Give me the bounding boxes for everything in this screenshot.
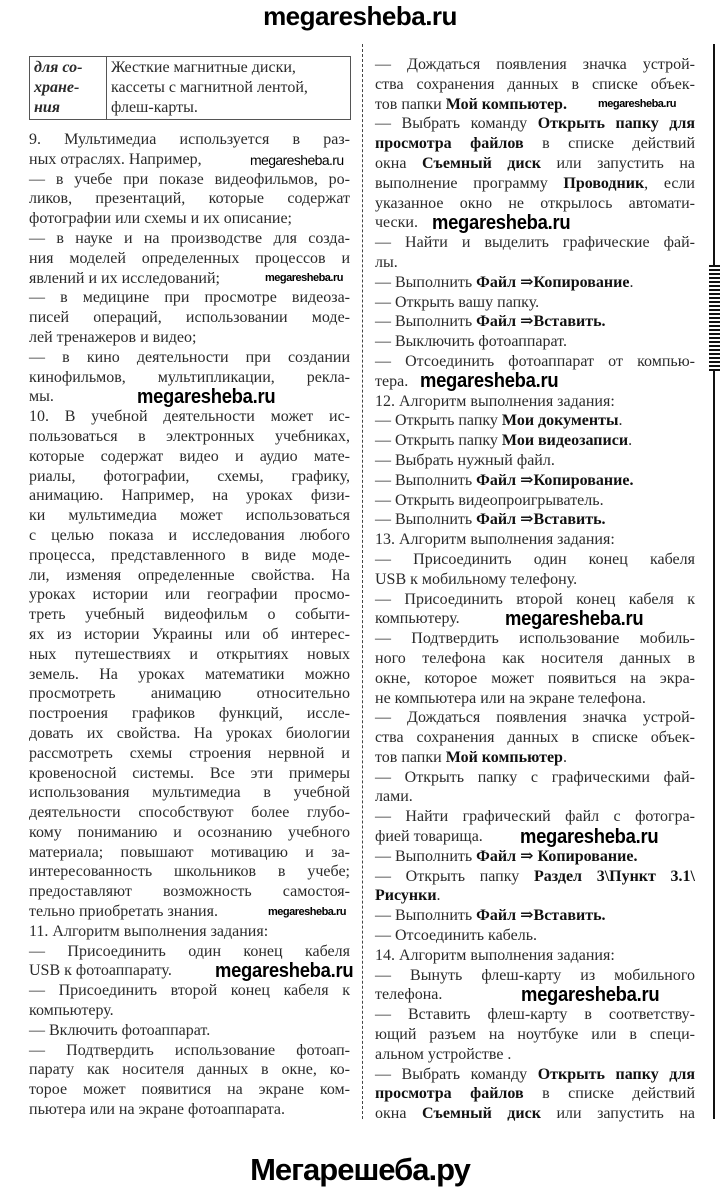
text-line xyxy=(375,510,695,530)
text-line xyxy=(375,570,695,590)
text-segment: 13. Алгоритм выполнения задания: xyxy=(375,531,615,549)
text-segment: — Выполнить xyxy=(375,511,477,529)
text-segment: 14. Алгоритм выполнения задания: xyxy=(375,946,615,964)
text-segment: — Выбрать команду xyxy=(375,115,538,133)
text-segment: , если xyxy=(644,174,695,192)
text-segment: предоставляют возможность самостоя- xyxy=(29,883,350,901)
text-segment: компьютеру. xyxy=(29,1002,114,1020)
text-segment: — Найти и выделить графические фай- xyxy=(375,234,695,252)
text-segment: тельно приобретать знания. xyxy=(29,903,218,921)
bold-term: Мой компьютер. xyxy=(445,95,567,113)
text-segment: треть учебный видеофильм о событи- xyxy=(29,606,350,624)
text-line xyxy=(29,862,350,882)
text-line xyxy=(375,194,695,214)
bold-term: Файл ⇒Вставить. xyxy=(476,511,606,529)
text-segment: риалы, фотографии, схемы, графику, xyxy=(29,467,350,485)
text-segment: — Открыть папку xyxy=(375,432,502,450)
text-segment: построения графиков функций, иссле- xyxy=(29,705,350,723)
text-line xyxy=(29,170,350,190)
text-line xyxy=(375,768,695,788)
bold-term: Файл ⇒Копирование xyxy=(476,273,630,291)
text-line xyxy=(375,75,695,95)
text-segment: деятельности способствуют более глубо- xyxy=(29,804,350,822)
text-line xyxy=(29,823,350,843)
text-line xyxy=(29,764,350,784)
bold-term: Файл ⇒Вставить. xyxy=(476,907,606,925)
text-line xyxy=(375,530,695,550)
text-segment: 9. Мультимедиа используется в раз- xyxy=(29,131,350,148)
text-segment: кому пониманию и осознанию учебного xyxy=(29,823,350,841)
bold-term: просмотра файлов xyxy=(375,135,524,153)
text-segment: кровеносной системы. Все эти примеры xyxy=(29,764,350,782)
text-line xyxy=(29,1100,350,1120)
text-line xyxy=(29,506,350,526)
site-footer: Мегарешеба.ру xyxy=(250,1152,470,1187)
text-line xyxy=(375,293,695,313)
text-segment: лей тренажеров и видео; xyxy=(29,328,197,346)
text-line xyxy=(375,273,695,293)
text-segment: ных отраслях. Например, xyxy=(29,150,202,168)
watermark: megaresheba.ru xyxy=(432,212,571,234)
bold-term: Проводник xyxy=(563,174,645,192)
text-segment: окна xyxy=(375,1105,422,1123)
text-line xyxy=(29,368,350,388)
bold-term: Файл ⇒Копирование. xyxy=(476,471,634,489)
text-line xyxy=(375,649,695,669)
text-line xyxy=(29,249,350,269)
text-segment: — Отсоединить фотоаппарат от компью- xyxy=(375,352,695,370)
text-line xyxy=(29,1080,350,1100)
text-line xyxy=(375,728,695,748)
table-value-line: флеш-карты. xyxy=(111,99,198,116)
text-line xyxy=(375,1045,695,1065)
text-line xyxy=(375,590,695,610)
text-line xyxy=(29,566,350,586)
table-key-line: хране- xyxy=(34,79,80,96)
text-line xyxy=(375,1025,695,1045)
text-segment: — Выполнить xyxy=(375,313,477,331)
text-line xyxy=(375,411,695,431)
text-line xyxy=(29,407,350,427)
text-segment: уроках истории или географии просмо- xyxy=(29,586,350,604)
column-divider xyxy=(362,44,363,1119)
text-line xyxy=(29,348,350,368)
text-segment: — Выбрать нужный файл. xyxy=(375,451,555,469)
text-segment: указанное окно не открылось автомати- xyxy=(375,194,695,212)
text-segment: — Дождаться появления значка устрой- xyxy=(375,709,695,727)
text-line xyxy=(375,332,695,352)
text-line xyxy=(375,312,695,332)
text-line xyxy=(29,843,350,863)
text-segment: — Открыть видеопроигрыватель. xyxy=(375,491,604,509)
text-line xyxy=(29,1021,350,1041)
text-segment: парату как носителя данных в окне, ко- xyxy=(29,1061,350,1079)
text-line xyxy=(375,55,695,75)
bold-term: Раздел 3\Пункт 3.1\ xyxy=(533,867,695,885)
text-segment: . xyxy=(436,887,441,905)
text-segment: тера. xyxy=(375,372,409,390)
text-segment: — Включить фотоаппарат. xyxy=(29,1021,211,1039)
text-segment: лы. xyxy=(375,253,398,271)
bold-term: Мой компьютер xyxy=(445,748,563,766)
table-key-line: ния xyxy=(34,99,61,116)
watermark: megaresheba.ru xyxy=(250,152,344,168)
text-line xyxy=(375,253,695,273)
text-segment: 10. В учебной деятельности может ис- xyxy=(29,408,350,426)
text-line xyxy=(29,645,350,665)
text-segment: — Открыть папку xyxy=(375,412,502,430)
text-segment: телефона. xyxy=(375,986,443,1004)
text-line xyxy=(29,724,350,744)
text-segment: довать их свойства. На уроках биологии xyxy=(29,724,350,742)
text-line xyxy=(29,942,350,962)
text-segment: — Открыть папку xyxy=(375,867,534,885)
text-segment: USB к мобильному телефону. xyxy=(375,570,578,588)
text-line xyxy=(375,787,695,807)
text-segment: — в кино деятельности при создании xyxy=(29,348,350,366)
text-segment: — Присоединить один конец кабеля xyxy=(29,942,350,960)
text-line xyxy=(375,1104,695,1124)
text-line xyxy=(29,546,350,566)
text-line xyxy=(375,708,695,728)
text-line xyxy=(29,704,350,724)
text-line xyxy=(375,906,695,926)
text-segment: — Выполнить xyxy=(375,471,477,489)
text-segment: . xyxy=(562,748,567,766)
text-segment: — Выключить фотоаппарат. xyxy=(375,333,567,351)
text-line xyxy=(29,981,350,1001)
text-line xyxy=(375,689,695,709)
text-line xyxy=(29,189,350,209)
watermark: megaresheba.ru xyxy=(598,98,676,110)
text-line xyxy=(29,783,350,803)
text-segment: ликов, презентаций, которые содержат xyxy=(29,190,350,208)
text-segment: пьютера или на экране фотоаппарата. xyxy=(29,1101,286,1119)
table-key-line: для со- xyxy=(34,59,83,76)
text-segment: — Выбрать команду xyxy=(375,1065,538,1083)
text-segment: или запустить на xyxy=(540,154,695,172)
text-line xyxy=(375,451,695,471)
text-segment: или запустить на xyxy=(540,1105,695,1123)
text-segment: — Открыть папку с графическими фай- xyxy=(375,768,695,786)
text-line xyxy=(29,625,350,645)
text-line xyxy=(29,427,350,447)
text-segment: ства сохранения данных в списке объек- xyxy=(375,729,695,747)
text-segment: — в науке и на производстве для созда- xyxy=(29,229,350,247)
bold-term: Мои видеозаписи xyxy=(501,432,629,450)
text-segment: — в медицине при просмотре видеоза- xyxy=(29,289,350,307)
text-line xyxy=(375,471,695,491)
text-segment: . xyxy=(629,273,634,291)
text-segment: — Выполнить xyxy=(375,847,477,865)
text-line xyxy=(29,447,350,467)
storage-table xyxy=(29,56,351,120)
text-segment: рассмотреть схемы строения нервной и xyxy=(29,744,350,762)
text-line xyxy=(375,629,695,649)
text-line xyxy=(375,174,695,194)
text-segment: тов папки xyxy=(375,95,446,113)
text-segment: ющий разъем на ноутбуке или в специ- xyxy=(375,1026,695,1044)
text-line xyxy=(29,744,350,764)
text-line xyxy=(29,486,350,506)
text-segment: ли, изменяя определенные свойства. На xyxy=(29,566,350,584)
text-segment: использования мультимедиа в учебной xyxy=(29,784,350,802)
text-segment: с целью показа и исследования любого xyxy=(29,526,350,544)
text-line xyxy=(29,585,350,605)
text-line xyxy=(29,605,350,625)
text-line xyxy=(29,1041,350,1061)
text-segment: ки мультимедиа может использоваться xyxy=(29,507,350,525)
text-segment: — в учебе при показе видеофильмов, ро- xyxy=(29,170,350,188)
table-key-cell xyxy=(30,57,107,120)
text-segment: тов папки xyxy=(375,748,446,766)
text-line xyxy=(29,1001,350,1021)
text-segment: компьютеру. xyxy=(375,610,460,628)
text-line xyxy=(29,328,350,348)
watermark: megaresheba.ru xyxy=(137,386,276,408)
watermark: megaresheba.ru xyxy=(420,370,559,392)
text-segment: явлений и их исследований; xyxy=(29,269,220,287)
text-segment: процесса, представленного в виде моде- xyxy=(29,546,350,564)
text-segment: — Присоединить второй конец кабеля к xyxy=(375,590,695,608)
text-line xyxy=(375,154,695,174)
bold-term: Съемный диск xyxy=(421,154,541,172)
text-line xyxy=(375,550,695,570)
watermark: megaresheba.ru xyxy=(268,906,346,918)
text-line xyxy=(375,114,695,134)
site-header: megaresheba.ru xyxy=(263,1,457,31)
text-segment: земель. На уроках математики можно xyxy=(29,665,350,683)
text-segment: анимацию. Например, на уроках физи- xyxy=(29,487,350,505)
text-segment: окна xyxy=(375,154,422,172)
text-line xyxy=(29,526,350,546)
text-segment: USB к фотоаппарату. xyxy=(29,962,172,980)
text-segment: — Присоединить второй конец кабеля к xyxy=(29,982,350,1000)
text-segment: фотографии или схемы и их описание; xyxy=(29,210,292,228)
bold-term: Открыть папку для xyxy=(537,115,696,133)
text-line xyxy=(375,847,695,867)
bold-term: Рисунки xyxy=(375,887,437,905)
text-segment: окне, которое может появиться на экра- xyxy=(375,669,695,687)
text-line xyxy=(29,467,350,487)
text-segment: интересованность школьников в учебе; xyxy=(29,863,350,881)
text-line xyxy=(375,352,695,372)
text-segment: — Подтвердить использование мобиль- xyxy=(375,630,695,648)
bold-term: просмотра файлов xyxy=(375,1085,524,1103)
text-segment: — Открыть вашу папку. xyxy=(375,293,540,311)
bold-term: Файл ⇒ Копирование. xyxy=(476,847,638,865)
text-line xyxy=(375,748,695,768)
text-segment: 12. Алгоритм выполнения задания: xyxy=(375,392,615,410)
text-segment: альном устройстве . xyxy=(375,1045,512,1063)
text-segment: мы. xyxy=(29,388,54,406)
text-segment: фией товарища. xyxy=(375,828,483,846)
watermark: megaresheba.ru xyxy=(215,960,354,982)
page-edge xyxy=(713,44,715,1119)
watermark: megaresheba.ru xyxy=(521,984,660,1006)
bold-term: Мои документы xyxy=(501,412,619,430)
text-segment: — Выполнить xyxy=(375,907,477,925)
text-segment: — Выполнить xyxy=(375,273,477,291)
text-line xyxy=(375,966,695,986)
table-value-line: кассеты с магнитной лентой, xyxy=(111,79,308,96)
text-segment: — Подтвердить использование фотоап- xyxy=(29,1041,350,1059)
text-segment: чески. xyxy=(375,214,418,232)
text-line xyxy=(29,229,350,249)
text-segment: кинофильмов, мультипликации, рекла- xyxy=(29,368,350,386)
table-value-cell xyxy=(107,57,351,120)
text-line xyxy=(375,1084,695,1104)
bold-term: Съемный диск xyxy=(421,1105,541,1123)
text-line xyxy=(375,669,695,689)
text-line xyxy=(375,1005,695,1025)
text-segment: торое может появитися на экране ком- xyxy=(29,1081,350,1099)
text-line xyxy=(375,886,695,906)
text-segment: . xyxy=(618,412,623,430)
text-segment: просмотреть анимацию относительно xyxy=(29,685,350,703)
text-line xyxy=(29,1060,350,1080)
bold-term: Открыть папку для xyxy=(537,1065,696,1083)
text-segment: ях из истории Украины или об интерес- xyxy=(29,625,350,643)
text-segment: ства сохранения данных в списке объек- xyxy=(375,75,695,93)
text-line xyxy=(375,233,695,253)
text-segment: ного телефона как носителя данных в xyxy=(375,649,695,667)
text-segment: лами. xyxy=(375,788,413,806)
text-line xyxy=(29,665,350,685)
text-line xyxy=(375,392,695,412)
text-segment: которые содержат видео и аудио мате- xyxy=(29,447,350,465)
text-segment: выполнение программу xyxy=(375,174,564,192)
text-segment: ния моделей определенных процессов и xyxy=(29,249,350,267)
text-line xyxy=(375,807,695,827)
text-line xyxy=(29,684,350,704)
text-segment: — Присоединить один конец кабеля xyxy=(375,550,695,568)
text-segment: — Вынуть флеш-карту из мобильного xyxy=(375,966,695,984)
text-line xyxy=(375,867,695,887)
watermark: megaresheba.ru xyxy=(520,826,659,848)
text-segment: — Дождаться появления значка устрой- xyxy=(375,56,695,73)
text-line xyxy=(29,209,350,229)
text-segment: материала; повышают мотивацию и за- xyxy=(29,843,350,861)
text-line xyxy=(29,803,350,823)
text-line xyxy=(29,308,350,328)
text-segment: в списке действий xyxy=(523,1085,696,1103)
text-segment: — Найти графический файл с фотогра- xyxy=(375,808,695,826)
text-line xyxy=(375,134,695,154)
text-line xyxy=(375,946,695,966)
text-line xyxy=(375,1065,695,1085)
text-segment: ных путешествиях и открытиях новых xyxy=(29,645,350,663)
text-segment: — Отсоединить кабель. xyxy=(375,927,537,945)
text-segment: — Вставить флеш-карту в соответству- xyxy=(375,1006,695,1024)
bold-term: Файл ⇒Вставить. xyxy=(476,313,606,331)
table-value-line: Жесткие магнитные диски, xyxy=(111,59,296,76)
watermark: megaresheba.ru xyxy=(505,608,644,630)
text-line xyxy=(375,431,695,451)
page-edge-hatch xyxy=(709,265,720,371)
text-line xyxy=(29,130,350,150)
text-line xyxy=(29,882,350,902)
text-line xyxy=(29,922,350,942)
text-line xyxy=(375,926,695,946)
text-line xyxy=(375,491,695,511)
text-segment: пользоваться в электронных учебниках, xyxy=(29,427,350,445)
text-segment: 11. Алгоритм выполнения задания: xyxy=(29,922,269,940)
text-line xyxy=(29,288,350,308)
watermark: megaresheba.ru xyxy=(265,272,343,284)
text-segment: не компьютера или на экране телефона. xyxy=(375,689,646,707)
text-segment: в списке действий xyxy=(523,135,696,153)
text-segment: писей операций, использовании моде- xyxy=(29,309,350,327)
text-segment: . xyxy=(628,432,633,450)
